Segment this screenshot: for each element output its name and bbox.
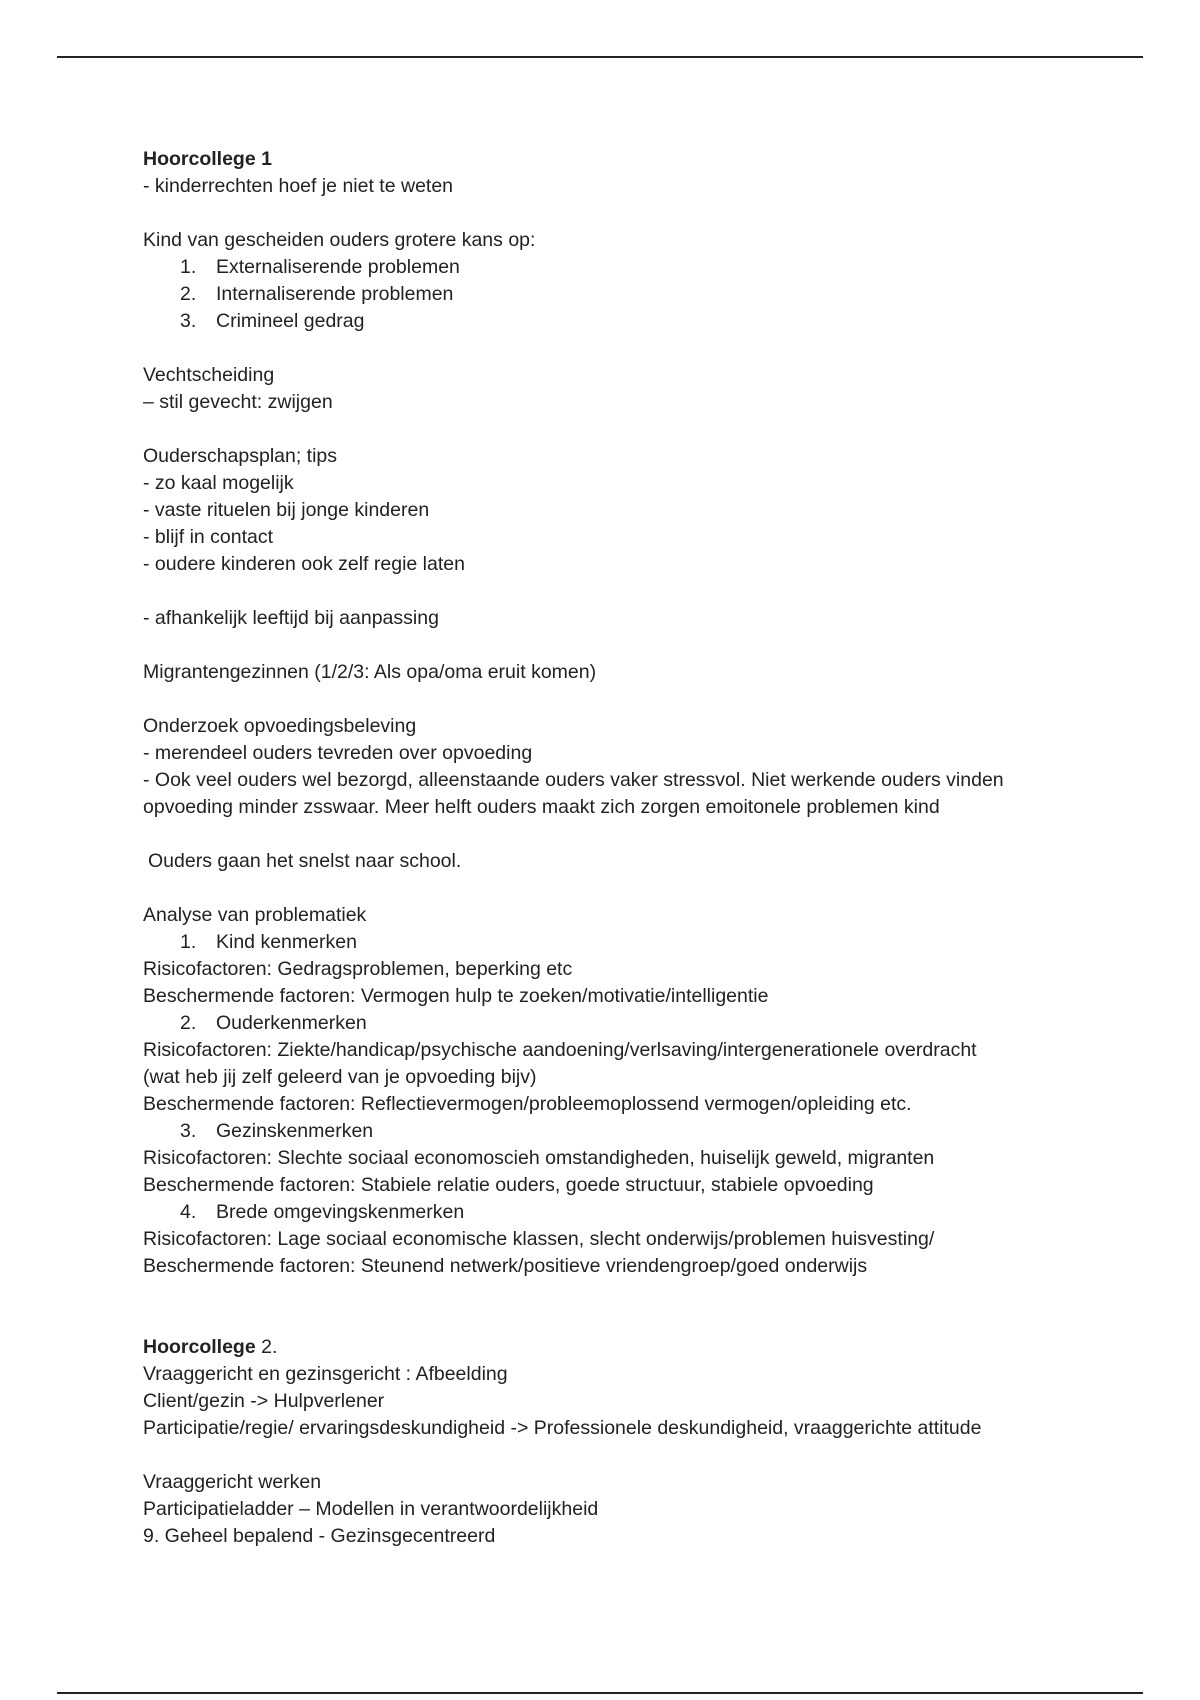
onderzoek-title: Onderzoek opvoedingsbeleving: [143, 715, 417, 737]
analyse-line: Risicofactoren: Lage sociaal economische klassen, slecht onderwijs/problemen huisvesting/: [143, 1228, 935, 1250]
analyse-line: (wat heb jij zelf geleerd van je opvoeding bijv): [143, 1066, 537, 1088]
list-item: 1. Externaliserende problemen: [180, 256, 460, 278]
paragraph-line: Vraaggericht en gezinsgericht : Afbeelding: [143, 1363, 508, 1385]
analyse-line: Risicofactoren: Ziekte/handicap/psychische aandoening/verlsaving/intergenerationele overdracht: [143, 1039, 977, 1061]
analyse-item-heading: 1. Kind kenmerken: [180, 931, 357, 953]
analyse-item-heading: 2. Ouderkenmerken: [180, 1012, 367, 1034]
section-title-hoorcollege-1: Hoorcollege 1: [143, 148, 272, 170]
paragraph-line: Participatie/regie/ ervaringsdeskundigheid -> Professionele deskundigheid, vraaggerichte attitude: [143, 1417, 982, 1439]
list-item: 3. Crimineel gedrag: [180, 310, 365, 332]
analyse-line: Beschermende factoren: Steunend netwerk/positieve vriendengroep/goed onderwijs: [143, 1255, 868, 1277]
paragraph-line: - merendeel ouders tevreden over opvoeding: [143, 742, 533, 764]
analyse-item-heading: 4. Brede omgevingskenmerken: [180, 1201, 465, 1223]
analyse-line: Beschermende factoren: Reflectievermogen/probleemoplossend vermogen/opleiding etc.: [143, 1093, 912, 1115]
migranten-line: Migrantengezinnen (1/2/3: Als opa/oma eruit komen): [143, 661, 597, 683]
paragraph-line: 9. Geheel bepalend - Gezinsgecentreerd: [143, 1525, 496, 1547]
list-item: - oudere kinderen ook zelf regie laten: [143, 553, 465, 575]
paragraph-line: Client/gezin -> Hulpverlener: [143, 1390, 385, 1412]
section-title-hoorcollege-2: Hoorcollege 2.: [143, 1336, 278, 1358]
note-line: - kinderrechten hoef je niet te weten: [143, 175, 454, 197]
divorce-intro: Kind van gescheiden ouders grotere kans op:: [143, 229, 536, 251]
analyse-line: Risicofactoren: Gedragsproblemen, beperking etc: [143, 958, 573, 980]
plan-extra: - afhankelijk leeftijd bij aanpassing: [143, 607, 439, 629]
list-item: - vaste rituelen bij jonge kinderen: [143, 499, 430, 521]
analyse-line: Beschermende factoren: Stabiele relatie ouders, goede structuur, stabiele opvoeding: [143, 1174, 874, 1196]
analyse-line: Beschermende factoren: Vermogen hulp te zoeken/motivatie/intelligentie: [143, 985, 769, 1007]
vw-title: Vraaggericht werken: [143, 1471, 322, 1493]
footer-rule: [57, 1692, 1143, 1694]
school-line: Ouders gaan het snelst naar school.: [148, 850, 462, 872]
analyse-item-heading: 3. Gezinskenmerken: [180, 1120, 374, 1142]
plan-title: Ouderschapsplan; tips: [143, 445, 338, 467]
analyse-line: Risicofactoren: Slechte sociaal economoscieh omstandigheden, huiselijk geweld, migranten: [143, 1147, 935, 1169]
paragraph-line: Participatieladder – Modellen in verantwoordelijkheid: [143, 1498, 599, 1520]
list-item: 2. Internaliserende problemen: [180, 283, 454, 305]
list-item: - zo kaal mogelijk: [143, 472, 294, 494]
document-body: [143, 146, 1103, 1550]
list-item: - blijf in contact: [143, 526, 274, 548]
paragraph-line: - Ook veel ouders wel bezorgd, alleenstaande ouders vaker stressvol. Niet werkende ouders vinden: [143, 769, 1004, 791]
header-rule: [57, 56, 1143, 58]
analyse-title: Analyse van problematiek: [143, 904, 367, 926]
vecht-line: – stil gevecht: zwijgen: [143, 391, 333, 413]
paragraph-line: opvoeding minder zsswaar. Meer helft ouders maakt zich zorgen emoitonele problemen kind: [143, 796, 940, 818]
vecht-title: Vechtscheiding: [143, 364, 275, 386]
